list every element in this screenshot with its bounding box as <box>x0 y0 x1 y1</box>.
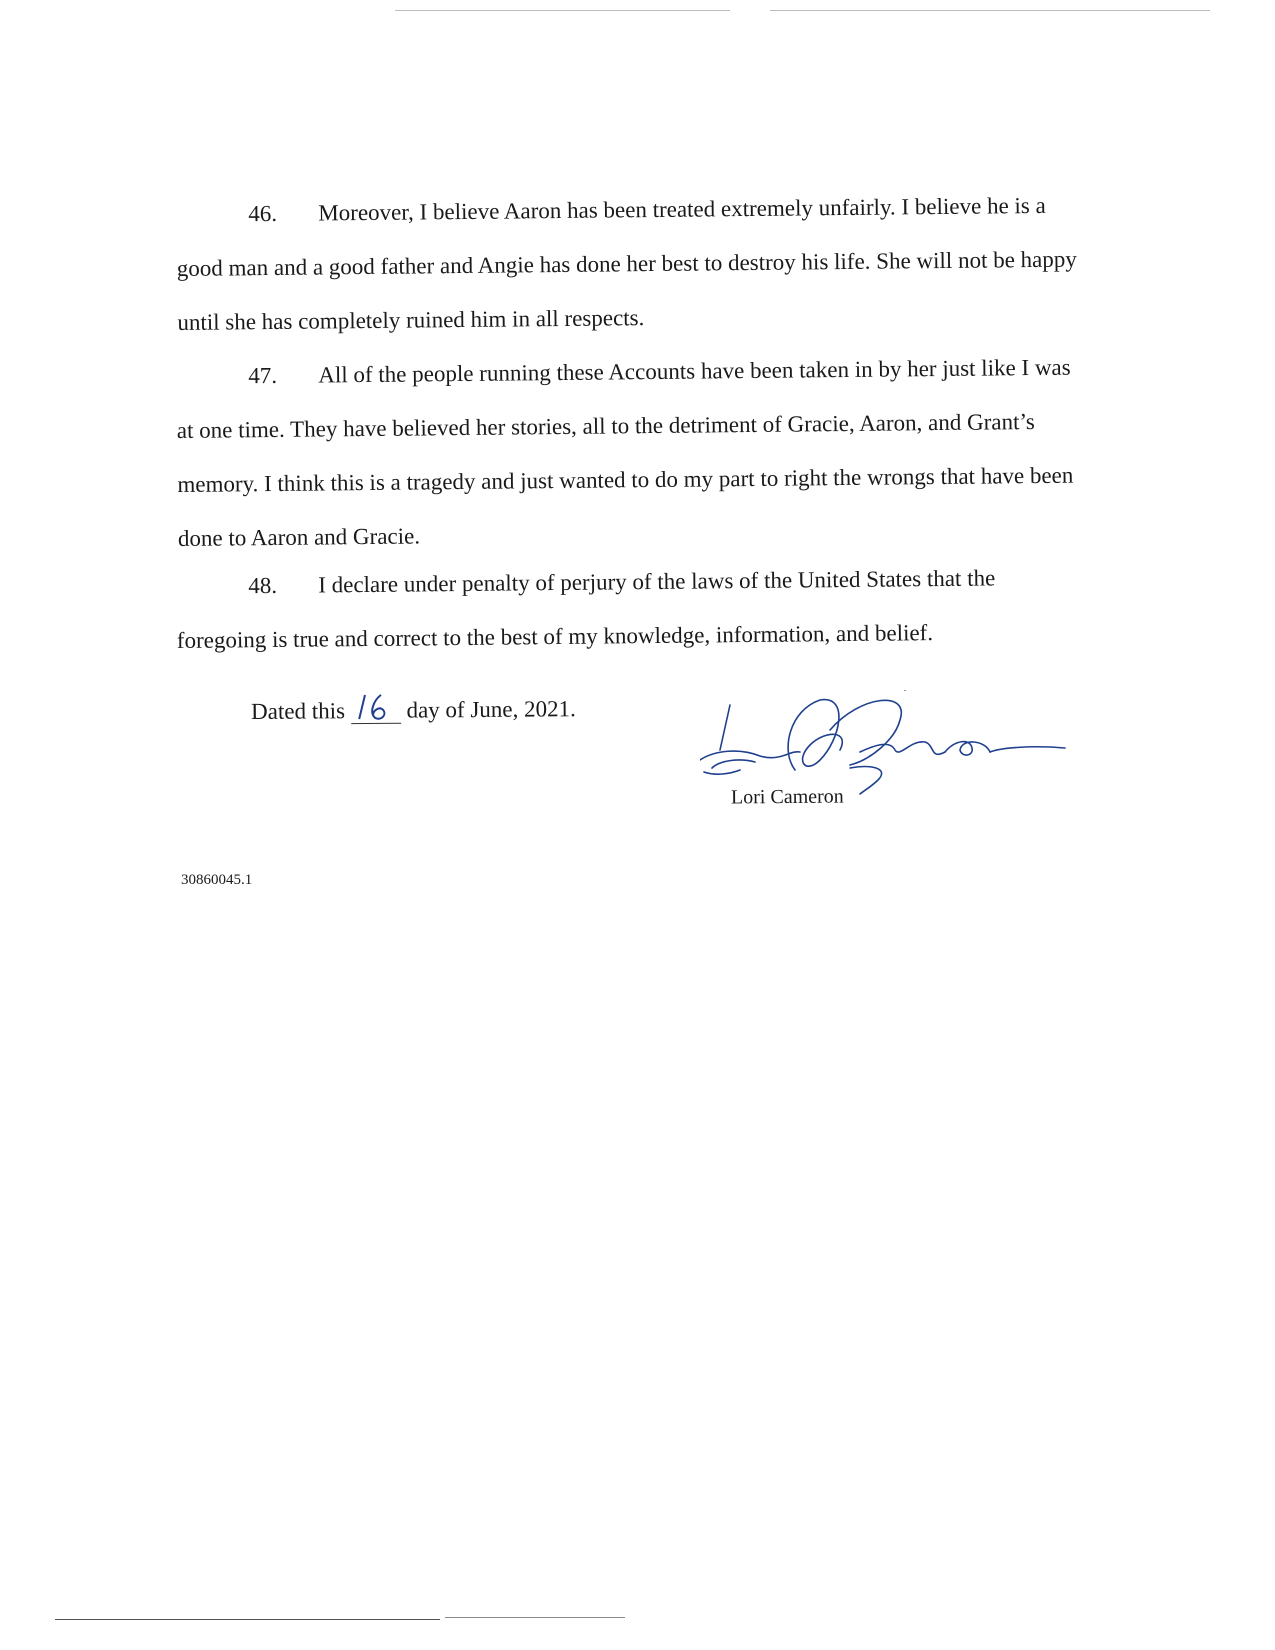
paragraph-first-line: All of the people running these Accounts have been taken in by her just like I was <box>318 354 1071 388</box>
paragraph-48 <box>176 550 1097 668</box>
dated-suffix: day of June, 2021. <box>406 696 576 723</box>
document-id: 30860045.1 <box>181 872 253 888</box>
scan-edge-top-right <box>770 10 1210 11</box>
paragraph-number: 47. <box>248 362 278 389</box>
paragraph-body: good man and a good father and Angie has done her best to destroy his life. She will not be happy until she has completely ruined him in all respects. <box>176 246 1077 335</box>
scan-edge-bottom <box>55 1619 440 1620</box>
signer-name: Lori Cameron <box>730 785 844 809</box>
handwritten-day <box>351 697 401 724</box>
paragraph-number: 48. <box>248 572 278 599</box>
paragraph-47 <box>176 340 1098 566</box>
paragraph-46 <box>176 178 1098 350</box>
paragraph-number: 46. <box>248 200 278 227</box>
scan-edge-bottom-segment <box>445 1617 625 1618</box>
dated-line <box>251 695 576 725</box>
paragraph-body: at one time. They have believed her stories, all to the detriment of Gracie, Aaron, and Grant’s memory. I think this is a tragedy and just wanted to do my part to right the wrongs that have been done to Aaron and Gracie. <box>176 409 1074 551</box>
scan-edge-top <box>395 10 730 11</box>
dated-prefix: Dated this <box>251 698 346 724</box>
paragraph-first-line: I declare under penalty of perjury of the laws of the United States that the <box>318 565 996 598</box>
paragraph-first-line: Moreover, I believe Aaron has been treated extremely unfairly. I believe he is a <box>318 192 1046 226</box>
paragraph-body: foregoing is true and correct to the best of my knowledge, information, and belief. <box>176 620 934 653</box>
handwritten-day-mark <box>355 691 397 725</box>
